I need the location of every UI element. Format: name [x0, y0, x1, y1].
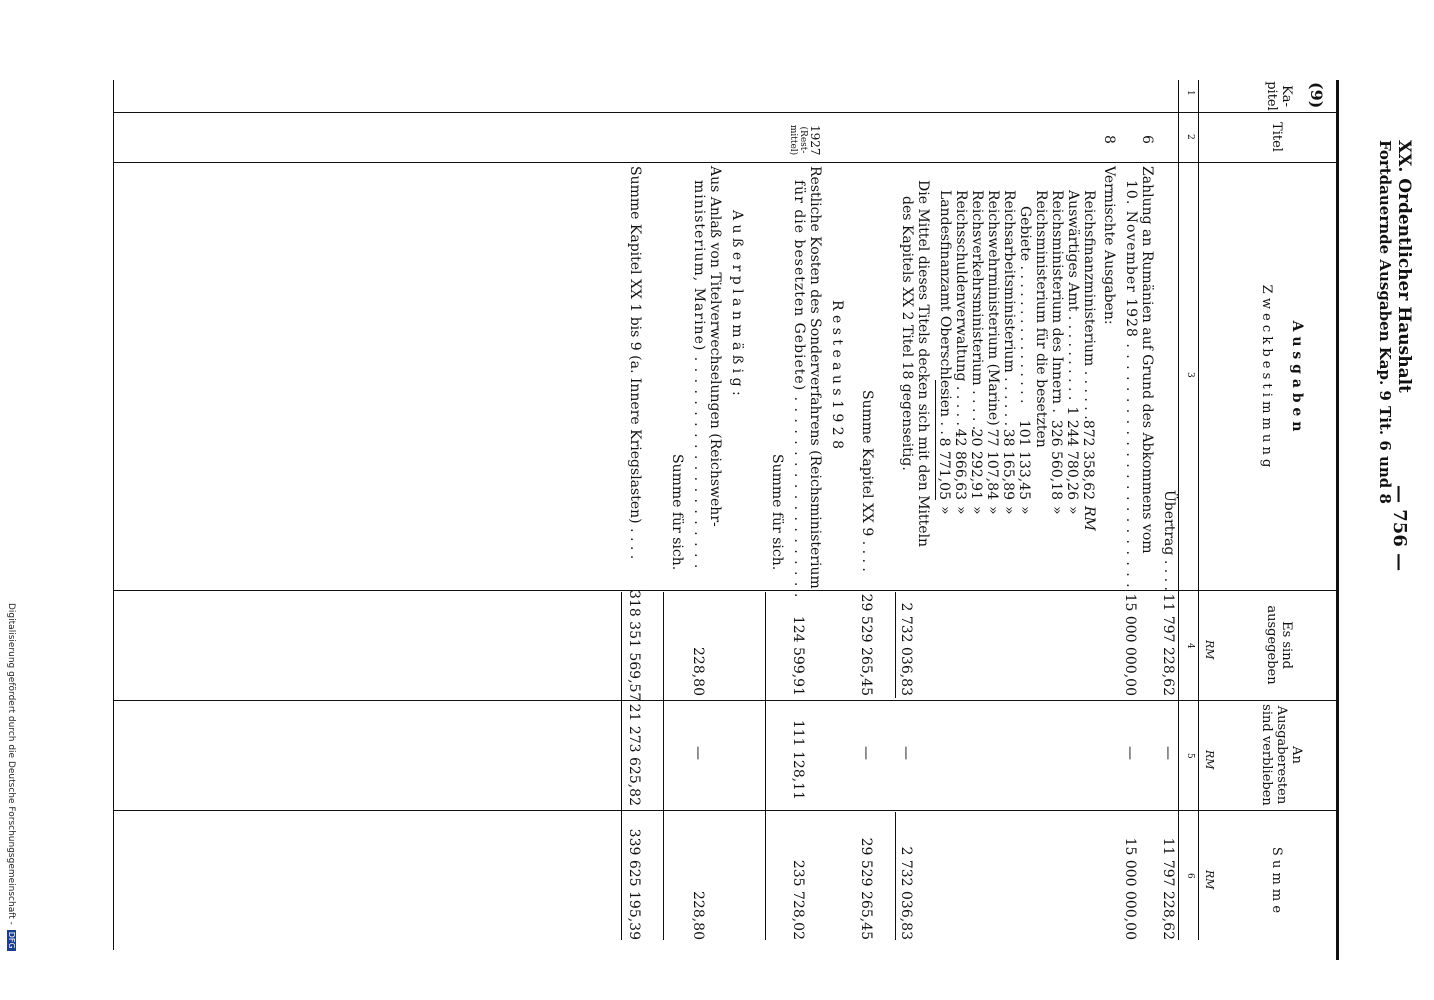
footer-credit: [2, 603, 16, 993]
page-title: XX. Ordentlicher Haushalt: [1394, 140, 1414, 393]
titel-6-number: 6: [1139, 135, 1155, 144]
item-amount: 42 866,63: [952, 428, 968, 500]
col-number-5: 5: [1185, 753, 1195, 759]
col-rule-5: [114, 810, 1339, 811]
col-rule-3: [114, 590, 1339, 591]
col-header-ausgegeben: Es sind ausgegeben: [1264, 605, 1294, 685]
unit-label-4: RM: [1203, 640, 1216, 660]
item-label: Auswärtiges Amt . . . . . . . . . .: [1065, 190, 1081, 401]
reste-year-note: (Rest- mittel): [788, 124, 808, 156]
item-amount: 101 133,45: [1016, 419, 1032, 500]
reste-year: 1927: [808, 125, 822, 156]
uebertrag-label: Übertrag . . . .: [1161, 490, 1177, 591]
item-amount: 1 244 780,26: [1064, 406, 1080, 500]
titel-6-line1: Zahlung an Rumänien auf Grund des Abkommens vom: [1139, 166, 1155, 554]
unit-label-6: RM: [1203, 870, 1216, 890]
col-header-kapitel: Ka- pitel: [1264, 81, 1294, 111]
col-rule-4: [114, 700, 1339, 701]
ausser-line1: Aus Anlaß von Titelverwechselungen (Reichswehr-: [707, 166, 723, 527]
page-subtitle: Fortdauernde Ausgaben Kap. 9 Tit. 6 und 8: [1376, 140, 1394, 504]
titel-6-col4: 15 000 000,00: [1122, 593, 1138, 696]
total-rule: [621, 592, 622, 940]
col-number-4: 4: [1185, 643, 1195, 649]
item-label: Reichsministerium für die besetzten: [1033, 190, 1049, 448]
item-label: Reichsfinanzministerium . . . . . .: [1081, 190, 1097, 420]
item-unit: RM: [1081, 506, 1097, 531]
reste-line2: für die besetzten Gebiete) . . . . . . . . . . . . . . . . . . .: [791, 180, 807, 599]
reste-heading: R e s t e a u s 1 9 2 8: [829, 300, 845, 450]
ausser-line2: ministerium, Marine) . . . . . . . . . . . . . . . . . . . .: [691, 180, 707, 570]
col-header-summe: S u m m e: [1269, 846, 1284, 914]
col-header-zweck: Z w e c k b e s t i m m u n g: [1259, 284, 1274, 468]
footer-text: Digitalisierung gefördert durch die Deutsche Forschungsgemeinschaft -: [6, 603, 16, 925]
col-number-1: 1: [1185, 90, 1195, 96]
item-amount: 8 771,05: [935, 380, 952, 500]
col-rule-1: [114, 112, 1339, 113]
ausser-summe: Summe für sich.: [669, 454, 685, 571]
header-bottom-rule: [1198, 80, 1199, 940]
col-header-titel: Titel: [1269, 122, 1284, 152]
summe-kapitel-col5: —: [858, 746, 874, 760]
col-number-6: 6: [1185, 873, 1195, 879]
item-amount: 326 560,18: [1048, 419, 1064, 500]
uebertrag-col5: —: [1160, 746, 1176, 760]
item-unit: »: [1001, 506, 1017, 515]
item-label: Reichsverkehrsministerium . . . . .: [969, 190, 985, 431]
reste-col4: 124 599,91: [790, 615, 806, 696]
item-label: Landesfinanzamt Oberschlesien . .: [937, 190, 953, 435]
item-unit: »: [1049, 506, 1065, 515]
total-label: Summe Kapitel XX 1 bis 9 (a. Innere Kriegslasten) . . . .: [627, 166, 643, 560]
summe-kapitel-col4: 29 529 265,45: [858, 593, 874, 696]
total-col4: 318 351 569,57: [626, 590, 642, 702]
item-unit: »: [1065, 506, 1081, 515]
item-label: Gebiete . . . . . . . . . . . . . . . .: [1017, 206, 1033, 404]
col-rule-2: [114, 162, 1339, 163]
reste-col6: 235 728,02: [790, 859, 806, 940]
reste-rule: [765, 592, 766, 940]
uebertrag-col4: 11 797 228,62: [1160, 593, 1176, 696]
ausser-col4: 228,80: [690, 647, 706, 696]
col-header-ausgaben: A u s g a b e n: [1289, 320, 1305, 432]
reste-summe: Summe für sich.: [769, 454, 785, 571]
ausser-rule: [663, 592, 664, 940]
item-unit: »: [1017, 506, 1033, 515]
titel-6-col5: —: [1122, 746, 1138, 760]
item-label: Reichswehrministerium (Marine): [985, 190, 1001, 426]
table-top-rule: [1336, 80, 1339, 960]
titel-6-line2: 10. November 1928 . . . . . . . . . . . . . . . . . . . . . . .: [1123, 180, 1139, 589]
total-col5: 21 273 625,82: [626, 703, 642, 806]
item-amount: 20 292,91: [968, 428, 984, 500]
colno-rule: [1178, 80, 1179, 940]
col-header-ausgabereste: An Ausgaberesten sind verblieben: [1259, 704, 1304, 806]
item-unit: »: [953, 506, 969, 515]
titel-6-col6: 15 000 000,00: [1122, 837, 1138, 940]
item-unit: »: [937, 506, 953, 515]
item-label: Reichsschuldenverwaltung . . . . .: [953, 190, 969, 426]
uebertrag-col6: 11 797 228,62: [1160, 837, 1176, 940]
col-number-3: 3: [1185, 372, 1195, 378]
titel-8-col4: 2 732 036,83: [898, 602, 914, 696]
titel-8-intro: Vermischte Ausgaben:: [1101, 166, 1117, 325]
item-amount: 38 165,89: [1000, 428, 1016, 500]
total-col6: 339 625 195,39: [626, 828, 642, 940]
item-unit: »: [985, 506, 1001, 515]
sum-rule-4a: [895, 592, 896, 698]
titel-8-col5: —: [898, 746, 914, 760]
ausser-col6: 228,80: [690, 891, 706, 940]
ausser-col5: —: [690, 746, 706, 760]
summe-kapitel-label: Summe Kapitel XX 9 . . . .: [859, 390, 875, 572]
sum-rule-6a: [895, 812, 896, 940]
unit-label-5: RM: [1203, 750, 1216, 770]
item-amount: 872 358,62: [1080, 419, 1096, 500]
table-bottom-rule: [113, 80, 114, 950]
titel-8-note1: Die Mittel dieses Titels decken sich mit den Mitteln: [915, 180, 931, 548]
page-number: — 756 —: [1389, 485, 1410, 572]
titel-8-note2: des Kapitels XX 2 Titel 18 gegenseitig.: [899, 196, 915, 471]
col-number-2: 2: [1185, 134, 1195, 140]
item-label: Reichsarbeitsministerium . . . . . .: [1001, 190, 1017, 427]
titel-8-col6: 2 732 036,83: [898, 846, 914, 940]
item-label: Reichsministerium des Innern .: [1049, 190, 1065, 413]
item-amount: 77 107,84: [984, 428, 1000, 500]
dfg-logo: DFG: [7, 931, 16, 949]
reste-line1: Restliche Kosten des Sonderverfahrens (Reichsministerium: [807, 166, 823, 589]
ausser-heading: A u ß e r p l a n m ä ß i g :: [729, 210, 745, 396]
item-unit: »: [969, 506, 985, 515]
titel-8-number: 8: [1101, 135, 1117, 144]
summe-kapitel-col6: 29 529 265,45: [858, 837, 874, 940]
section-mark: (9): [1307, 82, 1326, 109]
reste-col5: 111 128,11: [790, 719, 806, 800]
